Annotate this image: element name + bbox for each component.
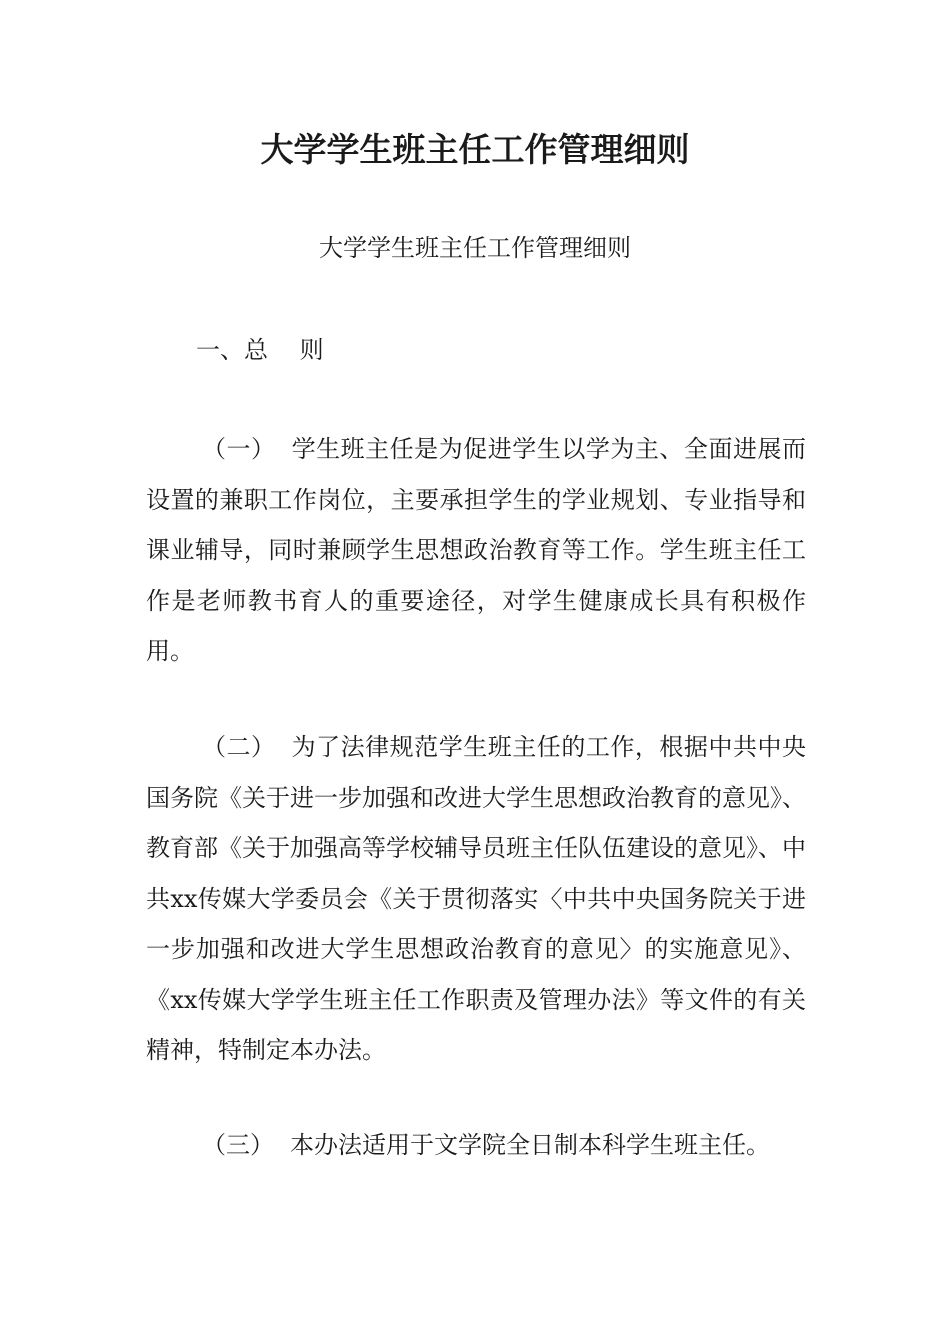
paragraph-number: （三）: [202, 1131, 274, 1159]
paragraph-text: 学生班主任是为促进学生以学为主、全面进展而设置的兼职工作岗位，主要承担学生的学业规划、专业指导和课业辅导，同时兼顾学生思想政治教育等工作。学生班主任工作是老师教书育人的重要途径，对学生健康成长具有积极作用。: [146, 435, 807, 665]
document-subtitle: 大学学生班主任工作管理细则: [319, 234, 631, 262]
paragraph-text: 本办法适用于文学院全日制本科学生班主任。: [290, 1131, 770, 1159]
paragraph-text: 为了法律规范学生班主任的工作，根据中共中央国务院《关于进一步加强和改进大学生思想政治教育的意见》、教育部《关于加强高等学校辅导员班主任队伍建设的意见》、中共xx传媒大学委员会《关于贯彻落实〈中共中央国务院关于进一步加强和改进大学生思想政治教育的意见〉的实施意见》、《xx传媒大学学生班主任工作职责及管理办法》等文件的有关精神，特制定本办法。: [146, 733, 807, 1064]
section-heading: 一、总 则: [196, 336, 324, 364]
document-title: 大学学生班主任工作管理细则: [260, 130, 690, 169]
paragraph-number: （二）: [202, 733, 276, 761]
paragraph-3: [146, 1120, 806, 1171]
paragraph-2: [146, 722, 806, 1076]
paragraph-number: （一）: [202, 435, 276, 463]
paragraph-1: [146, 424, 806, 677]
